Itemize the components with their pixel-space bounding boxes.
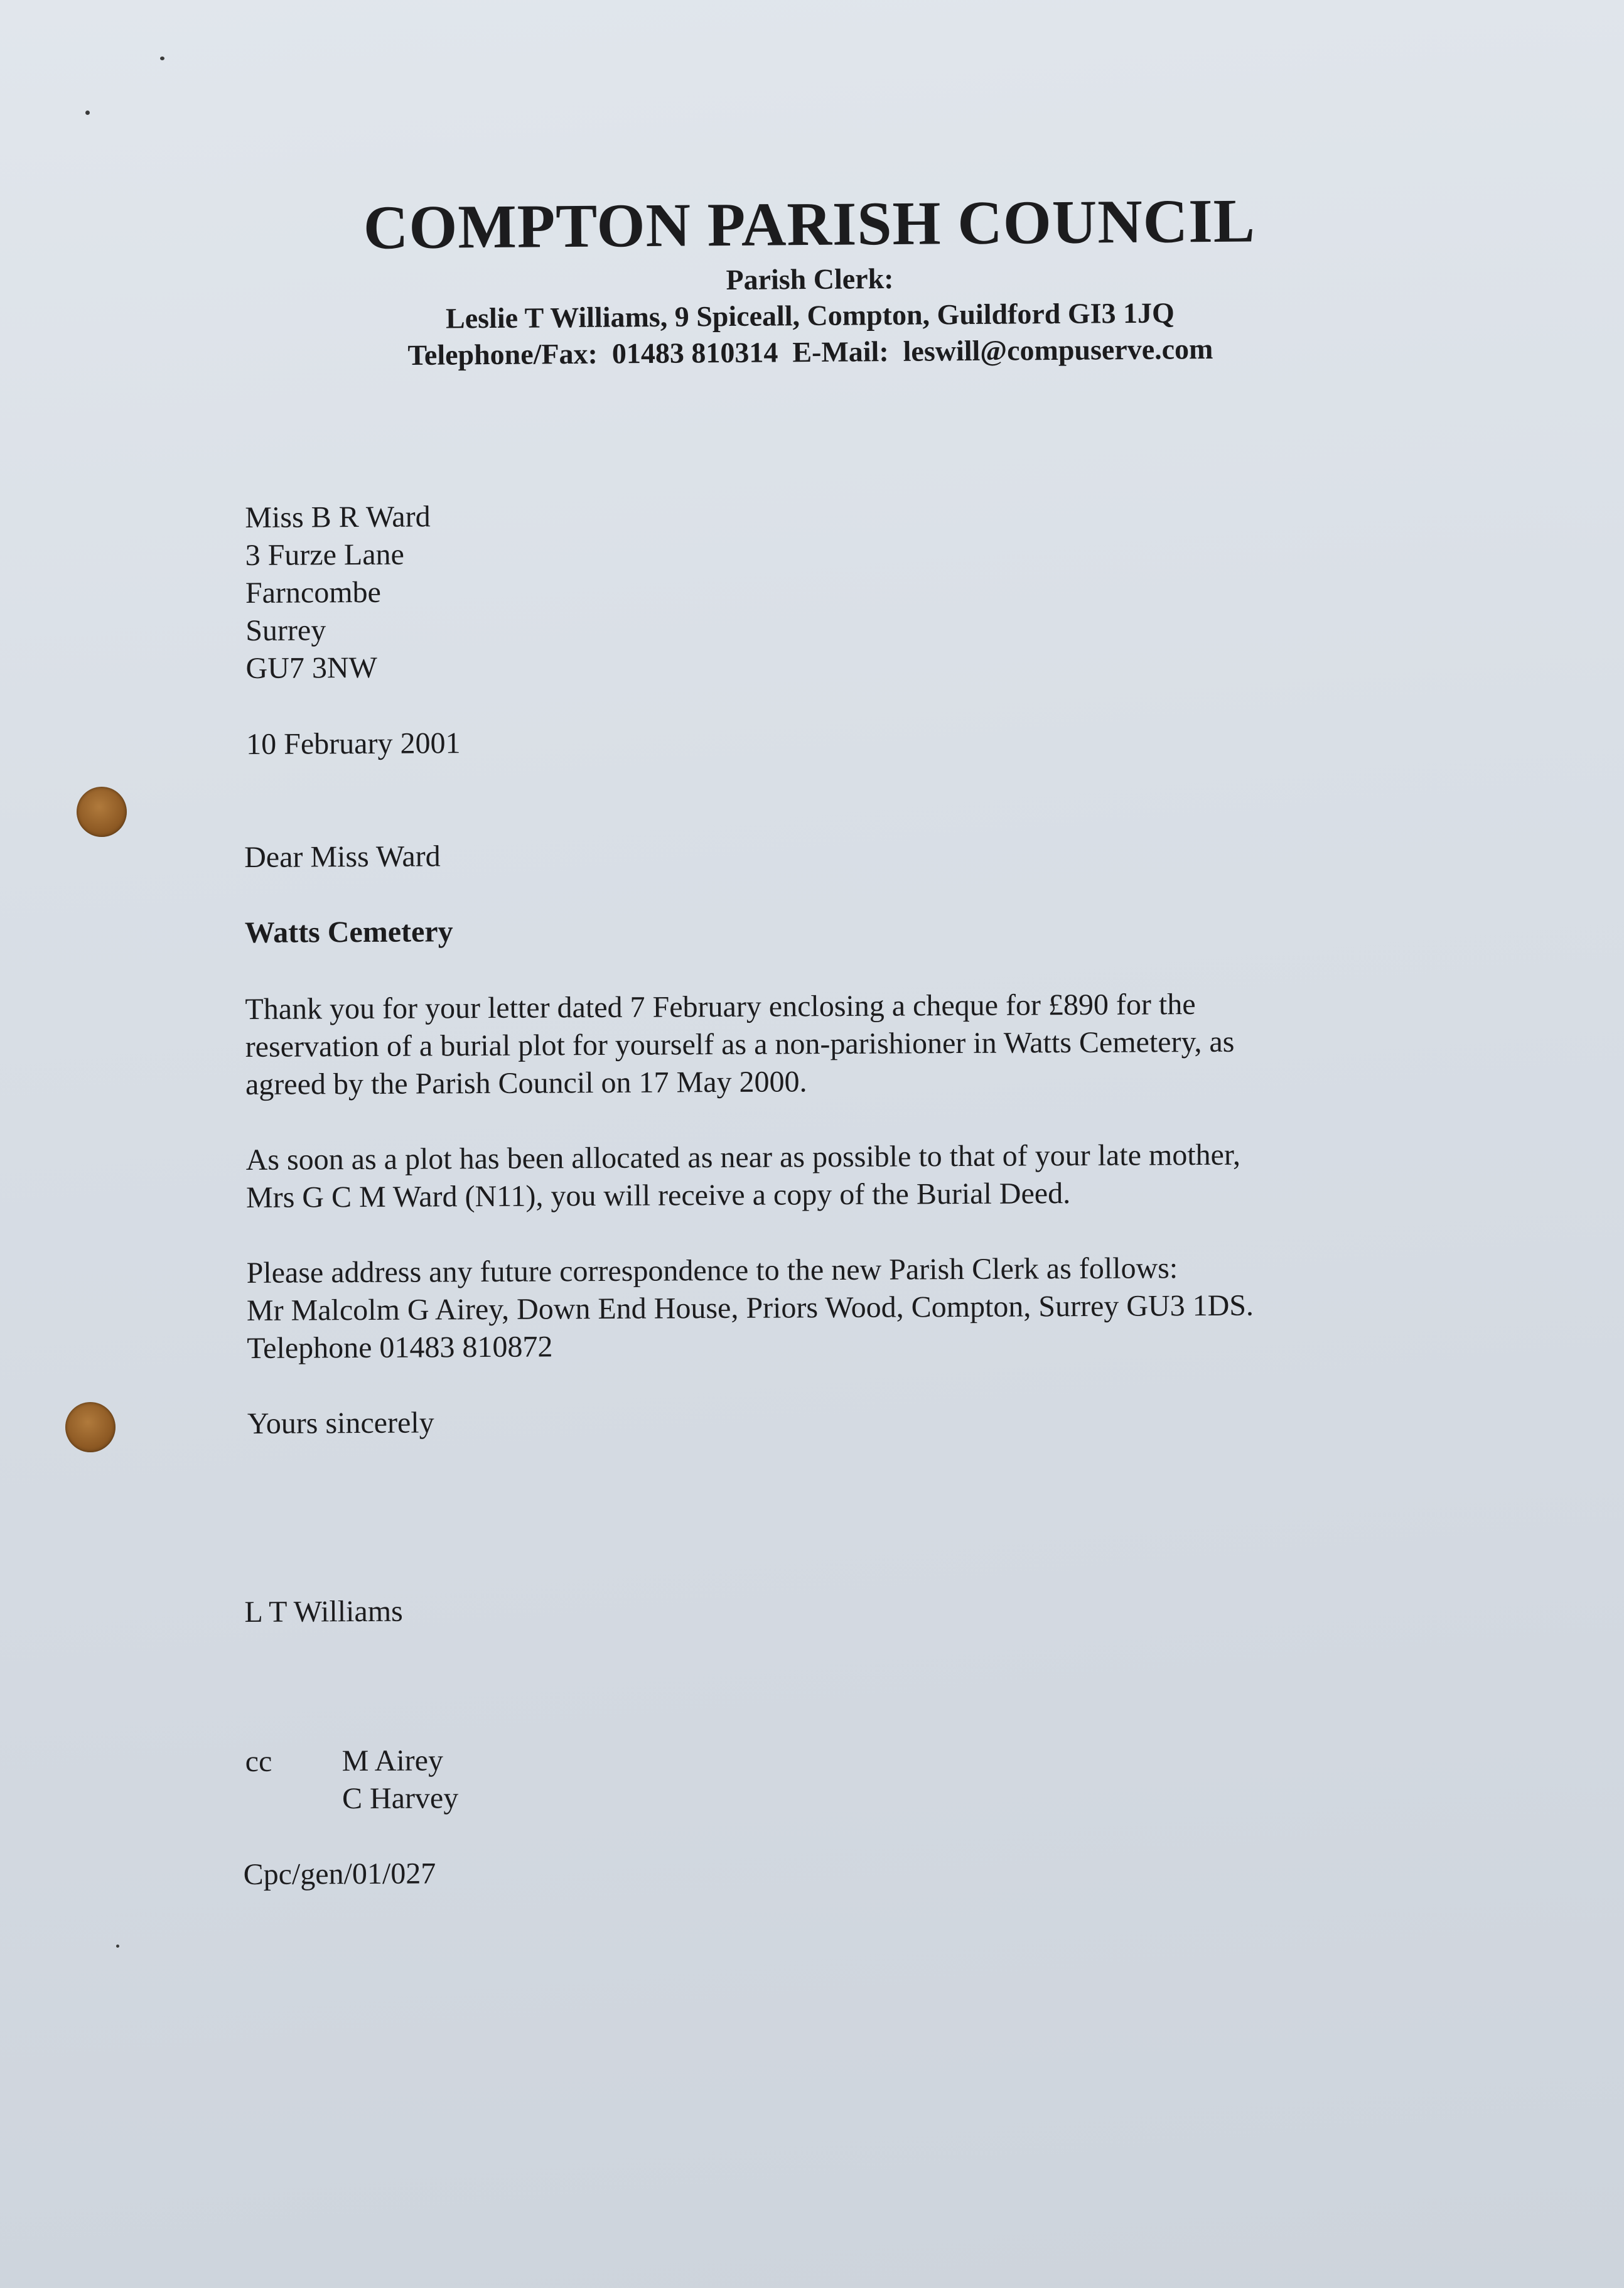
punch-hole	[77, 787, 127, 837]
salutation: Dear Miss Ward	[244, 839, 441, 874]
signatory: L T Williams	[244, 1594, 403, 1629]
recipient-town: Farncombe	[245, 575, 382, 610]
paper-speck	[160, 57, 164, 60]
clerk-title: Parish Clerk:	[726, 262, 894, 296]
paragraph-line: agreed by the Parish Council on 17 May 2000.	[245, 1065, 807, 1101]
reference-code: Cpc/gen/01/027	[243, 1857, 436, 1892]
paper-speck	[85, 111, 90, 115]
cc-name: C Harvey	[341, 1781, 459, 1816]
letterhead	[282, 184, 1338, 374]
recipient-county: Surrey	[245, 613, 326, 647]
subject-heading: Watts Cemetery	[244, 915, 453, 949]
closing: Yours sincerely	[247, 1406, 434, 1440]
recipient-postcode: GU7 3NW	[245, 650, 378, 685]
paragraph-line: Mr Malcolm G Airey, Down End House, Priors Wood, Compton, Surrey GU3 1DS.	[246, 1288, 1254, 1327]
cc-label: cc	[245, 1744, 272, 1778]
paragraph-line: Mrs G C M Ward (N11), you will receive a copy of the Burial Deed.	[245, 1177, 1071, 1214]
paragraph-line: reservation of a burial plot for yourself as a non-parishioner in Watts Cemetery, as	[245, 1025, 1235, 1064]
clerk-contact: Telephone/Fax: 01483 810314 E-Mail: leswill@compuserve.com	[407, 332, 1213, 372]
recipient-name: Miss B R Ward	[245, 500, 431, 534]
letter-date: 10 February 2001	[246, 726, 461, 761]
cc-name: M Airey	[341, 1744, 444, 1778]
paragraph-line: Telephone 01483 810872	[247, 1330, 553, 1365]
punch-hole	[65, 1402, 116, 1452]
recipient-street: 3 Furze Lane	[245, 537, 404, 572]
paper-speck	[116, 1945, 119, 1948]
council-name: COMPTON PARISH COUNCIL	[363, 186, 1256, 262]
paragraph-line: As soon as a plot has been allocated as near as possible to that of your late mother,	[245, 1138, 1241, 1177]
paragraph-line: Please address any future correspondence to the new Parish Clerk as follows:	[246, 1251, 1178, 1290]
paragraph-line: Thank you for your letter dated 7 February enclosing a cheque for £890 for the	[245, 988, 1196, 1026]
clerk-address: Leslie T Williams, 9 Spiceall, Compton, Guildford GI3 1JQ	[445, 296, 1175, 335]
